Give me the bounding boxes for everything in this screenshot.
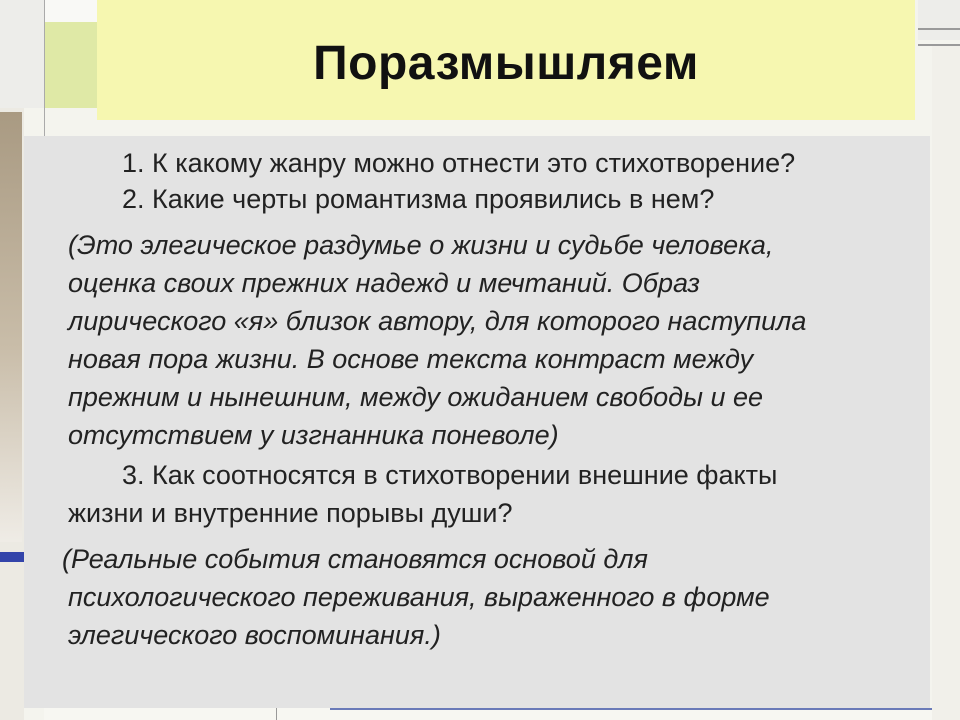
bg-top-white-strip [44,0,97,22]
bg-left-tan-stripe [0,112,22,542]
question-3-line-2: жизни и внутренние порывы души? [68,498,513,528]
question-3-line-1: 3. Как соотносятся в стихотворении внешние факты [122,460,778,490]
bg-top-green-block [44,22,97,108]
answer-1-line-1: (Это элегическое раздумье о жизни и судьбе человека, [68,230,774,260]
bg-right-top-block [918,0,960,40]
answer-1-line-3: лирического «я» близок автору, для которого наступила [68,306,807,336]
bg-right-line-1 [918,28,960,30]
answer-1-line-6: отсутствием у изгнанника поневоле) [68,420,559,450]
bg-bottom-divider [276,708,277,720]
answer-1-line-5: прежним и нынешним, между ожиданием свободы и ее [68,382,763,412]
bg-bottom-blue-line [330,708,932,710]
answer-1-line-4: новая пора жизни. В основе текста контраст между [68,344,754,374]
slide-title: Поразмышляем [313,36,699,90]
title-box [97,0,915,120]
bg-left-top-block [0,0,44,108]
answer-1-line-2: оценка своих прежних надежд и мечтаний. Образ [68,268,700,298]
answer-2-line-3: элегического воспоминания.) [68,620,441,650]
question-2: 2. Какие черты романтизма проявились в нем? [122,184,715,214]
content-box [24,136,930,708]
answer-2-line-2: психологического переживания, выраженного в форме [68,582,770,612]
bg-right-column [932,46,960,720]
answer-2-line-1: (Реальные события становятся основой для [62,544,648,574]
bg-left-blue-bar [0,552,24,562]
question-1: 1. К какому жанру можно отнести это стихотворение? [122,148,796,178]
